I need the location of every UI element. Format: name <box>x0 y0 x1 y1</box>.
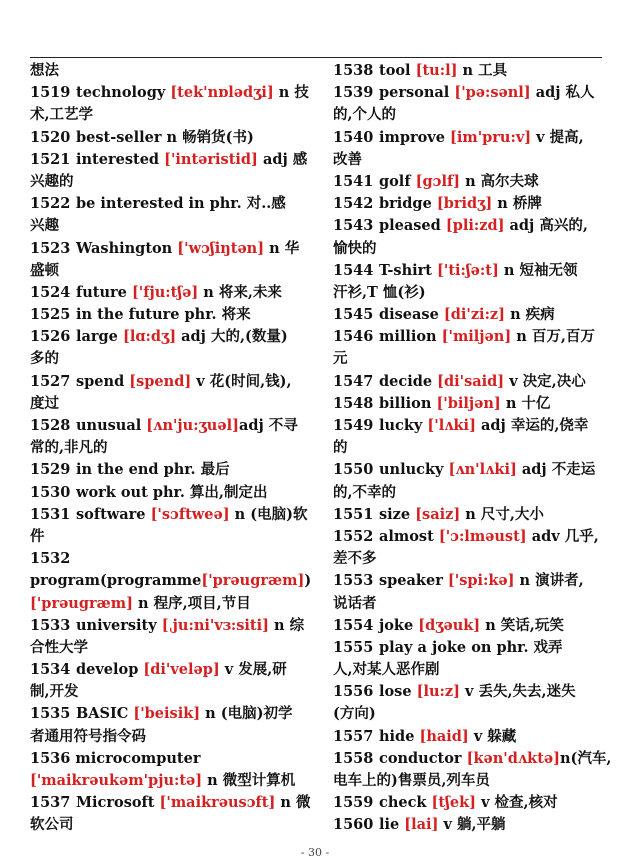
entry-number: 1531 <box>30 505 71 523</box>
entry-text: 愉快的 <box>333 239 377 257</box>
entry-text: 兴趣 <box>30 217 59 235</box>
phonetic: ['ti:ʃə:t] <box>437 261 499 279</box>
entry-text: 合性大学 <box>30 638 88 656</box>
entry-text: technology <box>76 84 171 102</box>
vocab-line <box>30 437 312 459</box>
entry-text: 件 <box>30 527 45 545</box>
entry-text: Washington <box>76 239 178 257</box>
phonetic: ['spi:kə] <box>447 572 515 590</box>
entry-text: in the end phr. 最后 <box>76 461 230 479</box>
vocab-line <box>333 548 604 570</box>
entry-text: adj 私人 <box>530 84 595 102</box>
phonetic: ['sɔftweə] <box>150 505 230 523</box>
vocab-line <box>333 282 604 304</box>
vocab-line <box>30 238 312 260</box>
entry-text: software <box>76 505 151 523</box>
vocab-line <box>333 659 604 681</box>
entry-text: future <box>76 283 132 301</box>
entry-text: best-seller n 畅销货(书) <box>76 128 254 146</box>
entry-text: work out phr. 算出,制定出 <box>76 483 268 501</box>
entry-number: 1556 <box>333 683 374 701</box>
entry-text: (方向) <box>333 705 376 723</box>
vocab-line <box>333 459 604 481</box>
vocab-line <box>333 193 604 215</box>
entry-number: 1549 <box>333 417 374 434</box>
entry-text: 差不多 <box>333 550 377 568</box>
entry-text: v 躺,平躺 <box>438 816 506 834</box>
entry-number: 1554 <box>333 616 374 634</box>
entry-number: 1530 <box>30 483 71 501</box>
vocab-line <box>30 127 312 149</box>
entry-text: n 将来,未来 <box>198 283 282 301</box>
vocab-line <box>333 127 604 149</box>
vocab-line <box>30 526 312 548</box>
entry-number: 1547 <box>333 372 374 390</box>
vocab-line <box>30 260 312 282</box>
entry-text: spend <box>76 372 130 390</box>
entry-text: unlucky <box>379 461 449 479</box>
entry-number: 1542 <box>333 195 374 213</box>
entry-number: 1551 <box>333 505 374 523</box>
phonetic: ['biljən] <box>436 394 501 412</box>
entry-number: 1527 <box>30 372 71 390</box>
entry-text: v 发展,研 <box>219 661 287 679</box>
entry-number: 1555 <box>333 638 374 656</box>
entry-text: n 笑话,玩笑 <box>480 616 564 634</box>
vocab-line <box>333 60 604 82</box>
entry-text: size <box>379 505 416 523</box>
entry-text: decide <box>379 372 438 390</box>
vocab-line <box>30 193 312 215</box>
vocab-line <box>30 570 312 592</box>
entry-text: 的,不幸的 <box>333 483 397 501</box>
vocab-line <box>333 371 604 393</box>
vocab-line <box>30 459 312 481</box>
vocab-line <box>333 260 604 282</box>
entry-text: n 技 <box>273 84 309 102</box>
entry-text: v 花(时间,钱), <box>191 372 292 390</box>
entry-number: 1550 <box>333 461 374 479</box>
entry-text: university <box>76 616 162 634</box>
entry-text: lucky <box>379 417 428 434</box>
entry-text: 的,个人的 <box>333 106 397 124</box>
phonetic: [di'veləp] <box>143 661 220 679</box>
entry-text: adj 感 <box>257 150 308 168</box>
entry-number: 1523 <box>30 239 71 257</box>
phonetic: [tek'nɒlədʒi] <box>170 84 274 102</box>
entry-number: 1548 <box>333 394 374 412</box>
entry-text: lose <box>379 683 417 701</box>
entry-number: 1557 <box>333 727 374 745</box>
phonetic: ['wɔʃiŋtən] <box>177 239 265 257</box>
vocab-line <box>333 348 604 370</box>
entry-text: disease <box>379 306 444 324</box>
phonetic: ['miljən] <box>441 328 512 346</box>
vocab-line <box>30 748 312 770</box>
entry-text: pleased <box>379 217 446 235</box>
entry-text: 1536 microcomputer <box>30 749 201 767</box>
entry-text: speaker <box>379 572 448 590</box>
entry-text: n 程序,项目,节目 <box>132 594 251 612</box>
entry-text: 改善 <box>333 150 362 168</box>
phonetic: ['maikrəusɔft] <box>159 794 276 812</box>
entry-text: almost <box>379 527 439 545</box>
entry-text: 度过 <box>30 394 59 412</box>
entry-number: 1541 <box>333 172 374 190</box>
entry-text: adj 高兴的, <box>504 217 588 235</box>
entry-text: v 决定,决心 <box>504 372 586 390</box>
phonetic: [saiz] <box>415 505 461 523</box>
entry-number: 1524 <box>30 283 71 301</box>
phonetic: [di'said] <box>437 372 505 390</box>
vocab-line <box>333 171 604 193</box>
entry-number: 1543 <box>333 217 374 235</box>
vocab-line <box>30 792 312 814</box>
entry-number: 1535 <box>30 705 71 723</box>
entry-number: 1539 <box>333 84 374 102</box>
entry-text: n (电脑)初学 <box>200 705 293 723</box>
entry-text: 人,对某人恶作剧 <box>333 661 440 679</box>
vocab-line <box>30 703 312 725</box>
entry-text: n 高尔夫球 <box>460 172 539 190</box>
entry-text: interested <box>76 150 165 168</box>
entry-text: tool <box>379 62 416 79</box>
entry-text: n 综 <box>268 616 305 634</box>
entry-text: improve <box>379 128 450 146</box>
phonetic: [dʒəuk] <box>418 616 481 634</box>
entry-text: n 华 <box>264 239 300 257</box>
entry-number: 1545 <box>333 306 374 324</box>
vocab-line <box>30 637 312 659</box>
entry-text: program(programme <box>30 572 202 590</box>
entry-text: adv 几乎, <box>526 527 599 545</box>
phonetic: [ˌju:ni'vɜ:siti] <box>161 616 269 634</box>
phonetic: ['beisik] <box>133 705 201 723</box>
vocab-line <box>333 104 604 126</box>
entry-text: check <box>379 794 432 812</box>
phonetic: [im'pru:v] <box>450 128 532 146</box>
vocab-line <box>30 282 312 304</box>
vocab-line <box>333 570 604 592</box>
entry-text: 电车上的)售票员,列车员 <box>333 772 490 789</box>
vocab-line <box>30 593 312 615</box>
entry-text: 1532 <box>30 550 71 568</box>
entry-text: large <box>76 328 123 346</box>
entry-number: 1525 <box>30 306 71 324</box>
phonetic: ['ɔ:lməust] <box>438 527 527 545</box>
vocab-line <box>30 304 312 326</box>
vocab-line <box>333 770 604 792</box>
entry-number: 1540 <box>333 128 374 146</box>
phonetic: [di'zi:z] <box>443 306 506 324</box>
entry-number: 1546 <box>333 328 374 346</box>
entry-text: bridge <box>379 195 437 213</box>
entry-text: v 提高, <box>531 128 584 146</box>
vocab-line <box>333 326 604 348</box>
entry-text: hide <box>379 727 420 745</box>
right-column <box>333 60 612 837</box>
entry-text: lie <box>379 816 405 834</box>
phonetic: ['intəristid] <box>164 150 258 168</box>
vocab-line <box>30 326 312 348</box>
entry-text: 兴趣的 <box>30 172 74 190</box>
entry-text: 说话者 <box>333 594 377 612</box>
vocab-line <box>30 371 312 393</box>
vocab-line <box>333 482 604 504</box>
entry-text: n 演讲者, <box>514 572 584 590</box>
phonetic: ['prəugræm] <box>201 572 305 590</box>
vocab-line <box>333 814 604 836</box>
entry-text: 常的,非凡的 <box>30 439 108 457</box>
top-rule <box>30 57 602 58</box>
vocab-line <box>333 526 604 548</box>
entry-text: golf <box>379 172 416 190</box>
left-column <box>30 60 312 837</box>
entry-text: n 十亿 <box>500 394 551 412</box>
phonetic: [lai] <box>404 816 439 834</box>
entry-text: play a joke on phr. 戏弄 <box>379 638 563 656</box>
entry-text: 术,工艺学 <box>30 106 94 124</box>
entry-text: n 尺寸,大小 <box>460 505 544 523</box>
entry-text: unusual <box>76 417 147 434</box>
entry-text: BASIC <box>76 705 134 723</box>
vocab-line <box>30 681 312 703</box>
entry-number: 1528 <box>30 417 71 434</box>
entry-text: n (电脑)软 <box>229 505 308 523</box>
phonetic: ['pə:sənl] <box>454 84 531 102</box>
entry-text: joke <box>379 616 419 634</box>
phonetic: [ʌn'lʌki] <box>448 461 517 479</box>
entry-text: ) <box>304 572 312 590</box>
vocab-line <box>333 748 612 770</box>
vocab-line <box>333 703 604 725</box>
vocab-line <box>30 659 312 681</box>
entry-number: 1533 <box>30 616 71 634</box>
entry-number: 1558 <box>333 749 374 767</box>
entry-text: n(汽车, <box>560 749 612 767</box>
vocab-line <box>333 726 604 748</box>
entry-text: 元 <box>333 350 348 368</box>
entry-number: 1520 <box>30 128 71 146</box>
vocab-line <box>333 437 604 459</box>
entry-number: 1522 <box>30 195 71 213</box>
vocab-line <box>30 348 312 370</box>
entry-number: 1521 <box>30 150 71 168</box>
entry-text: n 工具 <box>457 62 508 79</box>
phonetic: [gɔlf] <box>415 172 461 190</box>
entry-text: 制,开发 <box>30 683 79 701</box>
entry-number: 1519 <box>30 84 71 102</box>
vocab-line <box>30 82 312 104</box>
vocab-line <box>333 593 604 615</box>
vocab-line <box>30 104 312 126</box>
entry-number: 1553 <box>333 572 374 590</box>
vocab-line <box>30 149 312 171</box>
entry-number: 1544 <box>333 261 374 279</box>
entry-number: 1559 <box>333 794 374 812</box>
vocab-line <box>333 615 604 637</box>
phonetic: ['lʌki] <box>427 417 476 434</box>
entry-number: 1560 <box>333 816 374 834</box>
entry-text: 想法 <box>30 62 59 79</box>
vocab-line <box>333 681 604 703</box>
vocab-line <box>30 504 312 526</box>
entry-text: conductor <box>379 749 467 767</box>
entry-text: adj 不寻 <box>238 417 298 434</box>
entry-text: develop <box>76 661 144 679</box>
vocab-line <box>333 393 604 415</box>
vocab-line <box>333 149 604 171</box>
phonetic: [kən'dʌktə] <box>466 749 560 767</box>
entry-text: be interested in phr. 对..感 <box>76 195 286 213</box>
vocab-line <box>30 770 312 792</box>
entry-text: 多的 <box>30 350 59 368</box>
vocab-line <box>30 215 312 237</box>
entry-number: 1537 <box>30 794 71 812</box>
entry-number: 1526 <box>30 328 71 346</box>
vocab-line <box>333 238 604 260</box>
entry-text: adj 大的,(数量) <box>176 328 288 346</box>
entry-text: T-shirt <box>379 261 438 279</box>
phonetic: [tʃek] <box>431 794 477 812</box>
entry-text: adj 不走运 <box>516 461 596 479</box>
vocab-line <box>30 393 312 415</box>
phonetic: [spend] <box>129 372 192 390</box>
vocab-line <box>333 504 604 526</box>
phonetic: [ʌn'ju:ʒuəl] <box>146 417 239 434</box>
entry-text: n 疾病 <box>505 306 555 324</box>
vocab-line <box>333 82 604 104</box>
vocab-line <box>30 814 312 836</box>
entry-text: in the future phr. 将来 <box>76 306 251 324</box>
vocab-line <box>333 792 604 814</box>
entry-text: 盛顿 <box>30 261 59 279</box>
entry-text: personal <box>379 84 455 102</box>
phonetic: [pli:zd] <box>445 217 505 235</box>
phonetic: [bridʒ] <box>436 195 493 213</box>
vocab-line <box>30 482 312 504</box>
entry-text: n 微 <box>275 794 311 812</box>
vocab-line <box>30 60 312 82</box>
entry-number: 1529 <box>30 461 71 479</box>
entry-number: 1534 <box>30 661 71 679</box>
vocab-line <box>30 548 312 570</box>
entry-text: 的 <box>333 439 348 457</box>
vocab-line <box>30 615 312 637</box>
vocab-line <box>30 415 312 437</box>
page-number: - 30 - <box>300 846 330 859</box>
entry-text: n 桥牌 <box>492 195 542 213</box>
entry-text: v 检查,核对 <box>476 794 558 812</box>
entry-text: adj 幸运的,侥幸 <box>475 417 589 434</box>
vocab-line <box>30 726 312 748</box>
entry-text: v 丢失,失去,迷失 <box>459 683 576 701</box>
entry-text: 汗衫,T 恤(衫) <box>333 283 426 301</box>
phonetic: [haid] <box>419 727 469 745</box>
entry-text: n 百万,百万 <box>511 328 595 346</box>
entry-text: n 微型计算机 <box>202 772 296 789</box>
entry-text: billion <box>379 394 437 412</box>
entry-text: n 短袖无领 <box>498 261 578 279</box>
phonetic: [lu:z] <box>416 683 460 701</box>
vocab-line <box>333 304 604 326</box>
phonetic: ['maikrəukəm'pju:tə] <box>30 772 203 789</box>
vocab-line <box>333 637 604 659</box>
entry-text: 者通用符号指令码 <box>30 727 146 745</box>
vocab-line <box>30 171 312 193</box>
entry-text: v 躲藏 <box>468 727 517 745</box>
entry-text: million <box>379 328 442 346</box>
vocab-line <box>333 415 604 437</box>
entry-number: 1552 <box>333 527 374 545</box>
phonetic: ['fju:tʃə] <box>131 283 199 301</box>
entry-text: 软公司 <box>30 816 74 834</box>
vocab-line <box>333 215 604 237</box>
entry-number: 1538 <box>333 62 374 79</box>
phonetic: ['prəugræm] <box>30 594 133 612</box>
phonetic: [lɑ:dʒ] <box>122 328 177 346</box>
phonetic: [tu:l] <box>415 62 458 79</box>
entry-text: Microsoft <box>76 794 160 812</box>
